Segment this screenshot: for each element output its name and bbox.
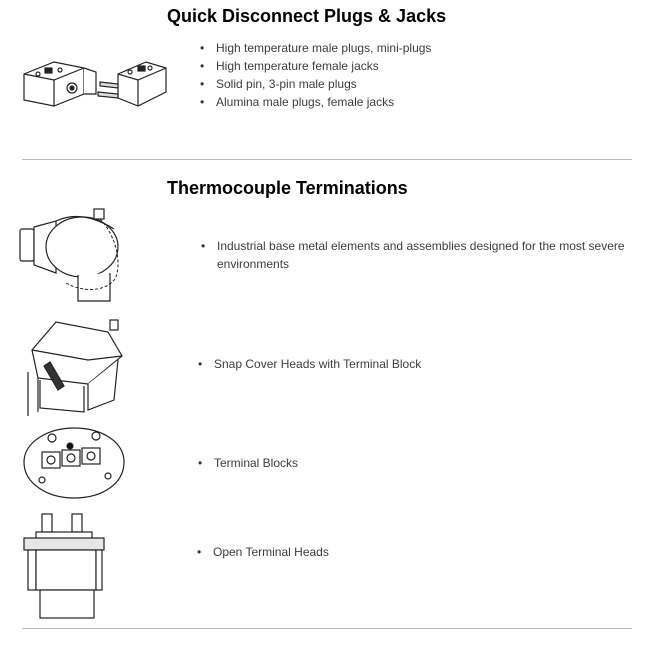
terminal-block-icon [18, 422, 130, 506]
snap-cover-head-icon [18, 312, 130, 418]
quick-disconnect-list [198, 39, 431, 111]
section-title-quick-disconnect: Quick Disconnect Plugs & Jacks [167, 6, 447, 26]
divider [22, 159, 632, 160]
list-item: • High temperature female jacks [198, 57, 431, 75]
termination-item-text: • Terminal Blocks [196, 454, 298, 472]
list-item: • High temperature male plugs, mini-plugs [198, 39, 431, 57]
termination-item-text: • Open Terminal Heads [195, 543, 329, 561]
open-terminal-head-icon [22, 512, 108, 622]
divider [22, 628, 632, 629]
connection-head-icon [18, 203, 130, 307]
plug-and-jack-icon [20, 48, 168, 118]
list-item: • Solid pin, 3-pin male plugs [198, 75, 431, 93]
list-item: • Alumina male plugs, female jacks [198, 93, 431, 111]
section-title-thermocouple-terminations: Thermocouple Terminations [167, 178, 408, 198]
termination-item-text: • Industrial base metal elements and assemblies designed for the most severe environments [199, 237, 656, 273]
termination-item-text: • Snap Cover Heads with Terminal Block [196, 355, 421, 373]
